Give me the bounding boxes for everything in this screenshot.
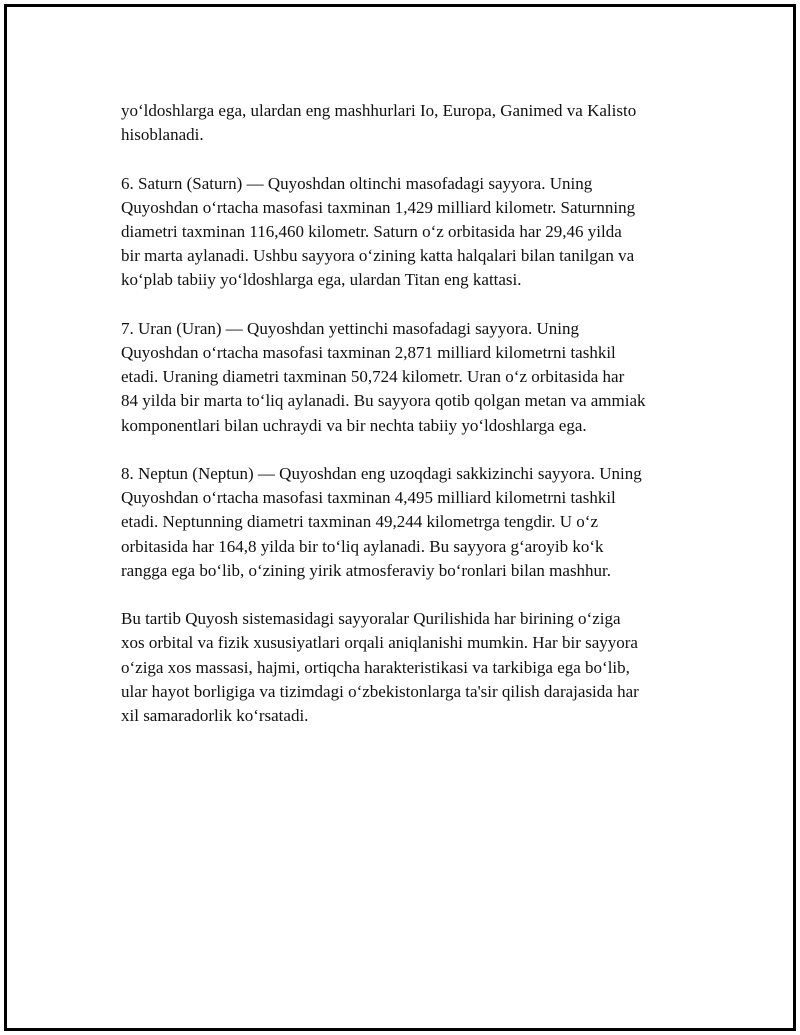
paragraph-conclusion: Bu tartib Quyosh sistemasidagi sayyoralar Qurilishida har birining oʻziga xos orbital va fizik xususiyatlari orqali aniqlanishi mumkin. Har bir sayyora oʻziga xos massasi, hajmi, ortiqcha harakteristikasi va tarkibiga ega boʻlib, ular hayot borligiga va tizimdagi oʻzbekistonlarga ta'sir qilish darajasida har xil samaradorlik koʻrsatadi. [121,609,639,726]
paragraph-neptune: 8. Neptun (Neptun) — Quyoshdan eng uzoqdagi sakkizinchi sayyora. Uning Quyoshdan oʻrtacha masofasi taxminan 4,495 milliard kilometrni tashkil etadi. Neptunning diametri taxminan 49,244 kilometrga tengdir. U oʻz orbitasida har 164,8 yilda bir toʻliq aylanadi. Bu sayyora gʻaroyib koʻk rangga ega boʻlib, oʻzining yirik atmosferaviy boʻronlari bilan mashhur. [121,464,642,580]
paragraph-jupiter-continuation: yoʻldoshlarga ega, ulardan eng mashhurlari Io, Europa, Ganimed va Kalisto hisoblanadi. [121,101,637,145]
document-page [4,4,796,1031]
paragraph-saturn: 6. Saturn (Saturn) — Quyoshdan oltinchi masofadagi sayyora. Uning Quyoshdan oʻrtacha masofasi taxminan 1,429 milliard kilometr. Saturnning diametri taxminan 116,460 kilometr. Saturn oʻz orbitasida har 29,46 yilda bir marta aylanadi. Ushbu sayyora oʻzining katta halqalari bilan tanilgan va koʻplab tabiiy yoʻldoshlarga ega, ulardan Titan eng kattasi. [121,173,636,290]
paragraph-uranus: 7. Uran (Uran) — Quyoshdan yettinchi masofadagi sayyora. Uning Quyoshdan oʻrtacha masofasi taxminan 2,871 milliard kilometrni tashkil etadi. Uraning diametri taxminan 50,724 kilometr. Uran oʻz orbitasida har 84 yilda bir marta toʻliq aylanadi. Bu sayyora qotib qolgan metan va ammiak komponentlari bilan uchraydi va bir nechta tabiiy yoʻldoshlarga ega. [121,318,646,435]
document-body [121,99,701,752]
